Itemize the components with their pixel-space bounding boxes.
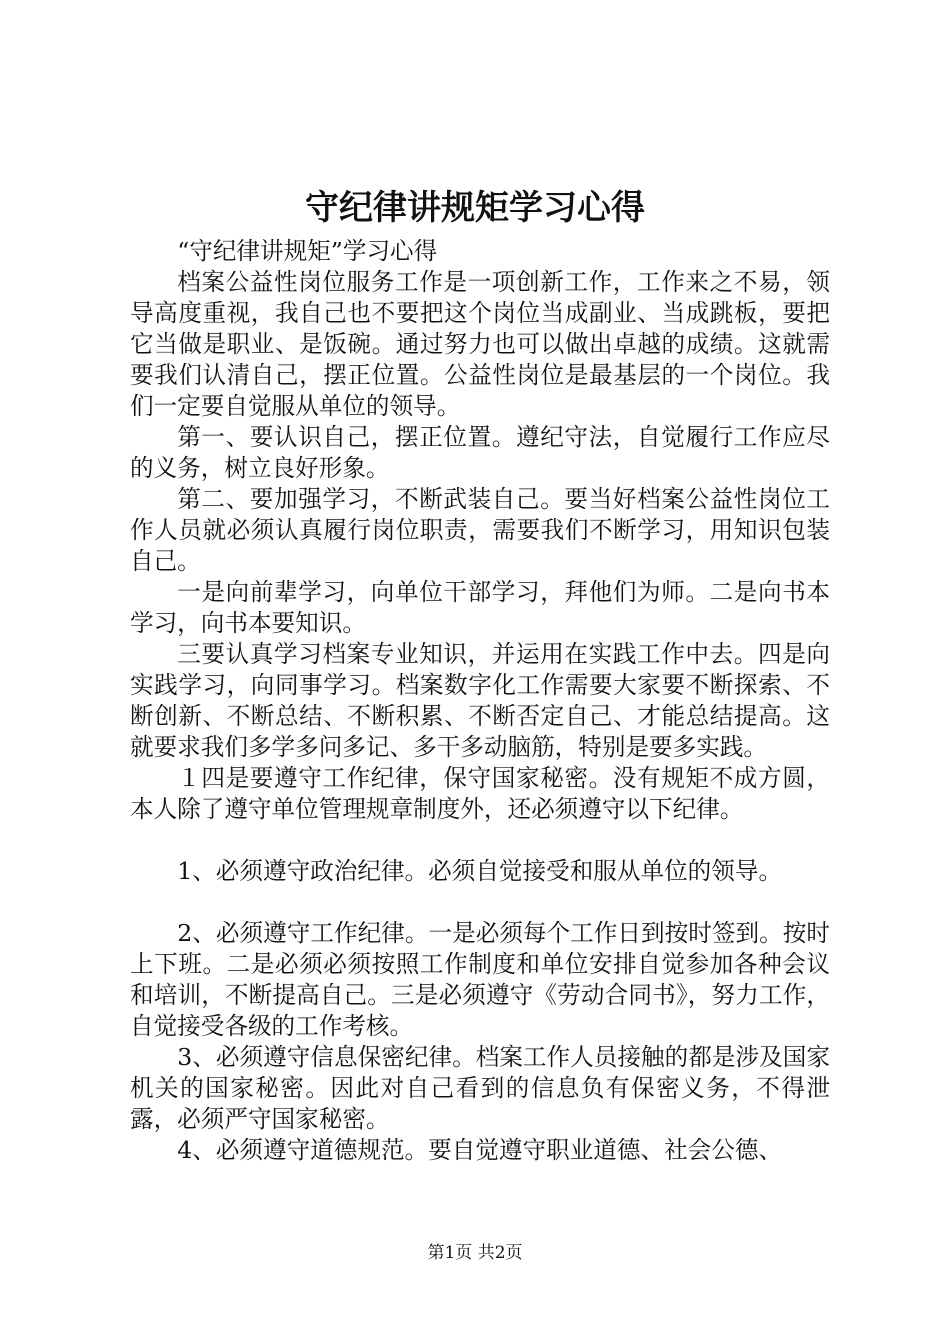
paragraph: 档案公益性岗位服务工作是一项创新工作，工作来之不易，领导高度重视，我自己也不要把这个岗位当成副业、当成跳板，要把它当做是职业、是饭碗。通过努力也可以做出卓越的成绩。这就需要我们认清自己，摆正位置。公益性岗位是最基层的一个岗位。我们一定要自觉服从单位的领导。	[130, 268, 830, 420]
subtitle-paragraph: “守纪律讲规矩”学习心得	[177, 237, 438, 265]
page-title: 守纪律讲规矩学习心得	[305, 188, 645, 228]
paragraph: 第一、要认识自己，摆正位置。遵纪守法，自觉履行工作应尽的义务，树立良好形象。	[130, 423, 830, 482]
paragraph: １四是要遵守工作纪律，保守国家秘密。没有规矩不成方圆，本人除了遵守单位管理规章制度外，还必须遵守以下纪律。	[130, 764, 830, 823]
paragraph: 第二、要加强学习，不断武装自己。要当好档案公益性岗位工作人员就必须认真履行岗位职责，需要我们不断学习，用知识包装自己。	[130, 485, 830, 575]
paragraph: 一是向前辈学习，向单位干部学习，拜他们为师。二是向书本学习，向书本要知识。	[130, 578, 830, 637]
page-footer: 第1页 共2页	[427, 1243, 523, 1263]
paragraph: 三要认真学习档案专业知识，并运用在实践工作中去。四是向实践学习，向同事学习。档案数字化工作需要大家要不断探索、不断创新、不断总结、不断积累、不断否定自己、才能总结提高。这就要求我们多学多问多记、多干多动脑筋，特别是要多实践。	[130, 640, 830, 761]
paragraph: 2、必须遵守工作纪律。一是必须每个工作日到按时签到。按时上下班。二是必须必须按照工作制度和单位安排自觉参加各种会议和培训，不断提高自己。三是必须遵守《劳动合同书》，努力工作，自觉接受各级的工作考核。	[130, 919, 830, 1040]
paragraph: 4、必须遵守道德规范。要自觉遵守职业道德、社会公德、	[177, 1136, 783, 1164]
paragraph: 3、必须遵守信息保密纪律。档案工作人员接触的都是涉及国家机关的国家秘密。因此对自己看到的信息负有保密义务，不得泄露，必须严守国家秘密。	[130, 1043, 830, 1133]
document-body	[130, 236, 830, 1166]
paragraph: 1、必须遵守政治纪律。必须自觉接受和服从单位的领导。	[177, 857, 783, 885]
